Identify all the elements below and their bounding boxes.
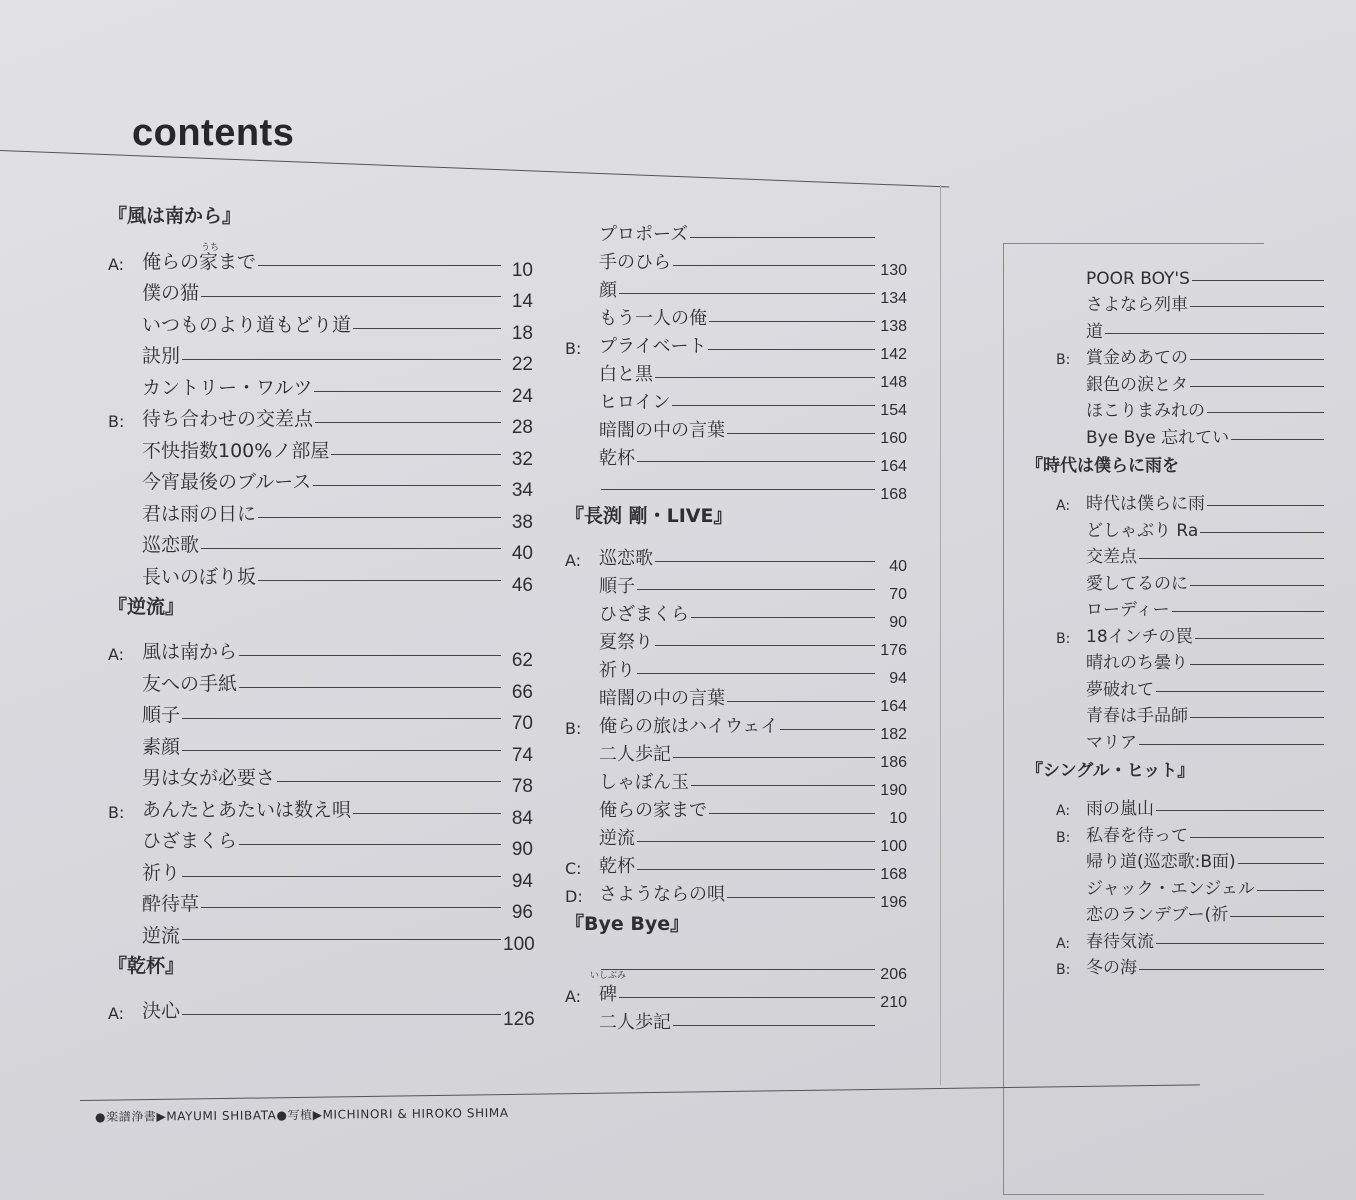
leader-line	[1172, 611, 1324, 612]
song-title: もう一人の俺	[599, 308, 707, 329]
leader-line	[637, 673, 875, 674]
leader-line	[258, 580, 501, 581]
song-title: 青春は手品師	[1086, 706, 1188, 726]
toc-entry	[1056, 395, 1356, 422]
toc-entry	[565, 302, 907, 335]
page-number: 24	[511, 385, 533, 407]
leader-line	[182, 359, 501, 360]
leader-line	[1257, 890, 1324, 891]
side-label: B:	[565, 339, 582, 358]
leader-line	[637, 869, 875, 870]
song-title: 逆流	[599, 828, 635, 849]
leader-line	[727, 701, 875, 702]
leader-line	[201, 907, 501, 908]
side-label: A:	[1056, 935, 1071, 952]
toc-entry	[565, 710, 907, 743]
toc-column-middle	[565, 218, 907, 1034]
toc-entry	[565, 682, 907, 715]
toc-entry	[108, 337, 533, 375]
toc-entry	[1056, 846, 1356, 873]
leader-line	[1207, 412, 1324, 413]
page-number: 168	[880, 486, 907, 503]
toc-entry	[108, 853, 533, 892]
song-title: 乾杯	[599, 856, 635, 877]
leader-line	[353, 813, 501, 814]
page-number: 22	[511, 354, 533, 375]
leader-line	[1105, 333, 1324, 334]
leader-line	[1192, 280, 1324, 281]
toc-entry	[108, 274, 533, 312]
page-number: 96	[511, 902, 533, 923]
song-title: 僕の猫	[142, 282, 200, 304]
leader-line	[201, 296, 501, 297]
leader-line	[1139, 744, 1324, 745]
leader-line	[331, 454, 501, 455]
toc-entry	[108, 696, 533, 734]
leader-line	[1231, 439, 1324, 440]
page-number: 182	[880, 726, 907, 743]
page-number: 138	[880, 318, 907, 335]
leader-line	[239, 655, 501, 656]
leader-line	[1190, 664, 1324, 665]
leader-line	[709, 813, 875, 814]
leader-line	[315, 422, 501, 423]
page-number: 134	[880, 290, 907, 307]
side-label: B:	[1056, 352, 1071, 368]
leader-line	[727, 897, 875, 898]
page-gutter	[940, 185, 961, 1085]
toc-entry	[1056, 262, 1356, 289]
toc-entry	[565, 470, 907, 503]
song-title: 賞金めあての	[1086, 348, 1188, 368]
page-number: 164	[880, 458, 907, 475]
toc-entry	[565, 274, 907, 307]
page-number: 46	[511, 574, 533, 596]
toc-entry	[108, 759, 533, 797]
song-title: 祈り	[142, 861, 181, 884]
album-heading: 『風は南から』	[108, 205, 242, 227]
page-number: 176	[880, 642, 907, 659]
toc-entry	[1056, 541, 1356, 568]
leader-line	[655, 561, 875, 562]
leader-line	[673, 1025, 875, 1026]
toc-entry	[1056, 342, 1356, 369]
toc-entry	[1056, 567, 1356, 594]
side-label: B:	[1056, 829, 1071, 846]
toc-column-left	[108, 198, 535, 1030]
toc-entry	[108, 242, 533, 281]
song-title: 君は雨の日に	[142, 502, 257, 525]
page-number: 154	[880, 402, 907, 419]
page-number: 94	[889, 670, 907, 687]
page-number: 70	[889, 586, 907, 603]
toc-entry	[108, 431, 533, 470]
leader-line	[1230, 916, 1324, 917]
leader-line	[258, 265, 501, 266]
side-label: A:	[108, 1004, 125, 1023]
song-title: 二人歩記	[599, 744, 671, 765]
page-number: 186	[880, 754, 907, 771]
page-number: 40	[889, 558, 907, 575]
page-number: 70	[511, 713, 533, 734]
leader-line	[637, 589, 875, 590]
leader-line	[673, 757, 875, 758]
album-heading: 『シングル・ヒット』	[1026, 760, 1195, 781]
toc-entry	[108, 992, 535, 1030]
page-number: 34	[511, 480, 533, 501]
song-title: 酔待草	[142, 893, 200, 915]
page-number: 210	[880, 994, 907, 1011]
leader-line	[673, 265, 875, 266]
song-title: 順子	[599, 576, 635, 597]
page-number: 100	[880, 838, 907, 855]
toc-entry	[108, 463, 533, 501]
song-title: 俺らの家まで	[142, 250, 257, 273]
page-number: 196	[880, 894, 907, 911]
toc-entry	[565, 626, 907, 659]
song-title: ローディー	[1086, 600, 1170, 620]
song-title: 今宵最後のブルース	[142, 471, 312, 493]
page-number: 164	[880, 698, 907, 715]
toc-entry	[1056, 647, 1356, 674]
leader-line	[313, 485, 501, 486]
song-title: ひざまくら	[599, 604, 689, 625]
song-title: 帰り道(巡恋歌:B面)	[1086, 852, 1236, 872]
toc-entry	[1056, 421, 1356, 448]
toc-entry	[565, 442, 907, 475]
toc-entry	[565, 570, 907, 603]
song-title: 晴れのち曇り	[1086, 653, 1188, 673]
toc-entry	[565, 246, 907, 279]
song-title: 男は女が必要さ	[142, 767, 276, 789]
song-title: 銀色の涙とタ	[1086, 374, 1188, 395]
song-title: マリア	[1086, 732, 1137, 753]
song-title: さよなら列車	[1086, 295, 1188, 315]
leader-line	[619, 997, 875, 998]
toc-entry	[565, 542, 907, 575]
leader-line	[672, 405, 875, 406]
toc-column-right	[1026, 262, 1356, 978]
toc-entry	[1056, 952, 1356, 979]
leader-line	[637, 461, 875, 462]
leader-line	[182, 1014, 501, 1015]
leader-line	[708, 349, 875, 350]
toc-entry	[1056, 726, 1356, 753]
song-title: 暗闇の中の言葉	[599, 688, 725, 709]
leader-line	[1190, 386, 1324, 387]
song-title: 夏祭り	[599, 632, 653, 653]
toc-entry	[108, 633, 533, 671]
toc-entry	[565, 358, 907, 391]
leader-line	[691, 617, 875, 618]
page-number: 78	[511, 776, 533, 797]
leader-line	[1156, 943, 1324, 944]
song-title: 俺らの旅はハイウェイ	[599, 716, 779, 737]
toc-entry	[1056, 872, 1356, 899]
toc-entry	[1056, 673, 1356, 700]
leader-line	[1190, 306, 1324, 307]
song-title: あんたとあたいは数え唄	[142, 798, 352, 821]
song-title: しゃぼん玉	[599, 772, 689, 793]
song-title: 恋のランデブー(祈	[1086, 905, 1229, 925]
toc-entry	[108, 727, 533, 766]
page-number: 28	[511, 417, 533, 438]
toc-entry	[1056, 620, 1356, 647]
toc-entry	[1056, 315, 1356, 342]
song-title: 待ち合わせの交差点	[142, 408, 314, 430]
leader-line	[277, 781, 501, 782]
page-number: 206	[880, 966, 907, 983]
page-number: 142	[880, 346, 907, 363]
song-title: 友への手紙	[142, 672, 238, 695]
side-label: B:	[108, 802, 125, 822]
leader-line	[1156, 691, 1324, 692]
song-title: いつものより道もどり道	[142, 313, 352, 336]
leader-line	[182, 876, 501, 877]
leader-line	[1139, 969, 1324, 970]
leader-line	[1190, 585, 1324, 586]
song-title: 時代は僕らに雨	[1086, 494, 1205, 514]
song-title: さようならの唄	[599, 884, 725, 905]
page-number: 94	[511, 870, 533, 892]
leader-line	[258, 517, 501, 518]
song-title: 素顔	[142, 735, 181, 758]
page-number: 40	[511, 543, 533, 564]
toc-entry	[108, 916, 535, 955]
toc-entry	[108, 664, 533, 703]
toc-entry	[1056, 793, 1356, 820]
album-heading: 『Bye Bye』	[565, 913, 690, 935]
page-number: 10	[511, 259, 533, 281]
furigana-reading: いしぶみ	[590, 971, 627, 981]
side-label: A:	[1056, 498, 1071, 514]
page-number: 66	[511, 681, 533, 703]
song-title: 訣別	[142, 345, 181, 367]
song-title: 順子	[142, 704, 181, 726]
leader-line	[1207, 505, 1324, 506]
song-title: プライベート	[599, 336, 707, 357]
leader-line	[1139, 558, 1324, 559]
leader-line	[239, 844, 501, 845]
side-label: C:	[565, 859, 582, 878]
toc-entry	[108, 305, 533, 344]
song-title: 道	[1086, 321, 1103, 342]
toc-entry	[565, 414, 907, 447]
leader-line	[1195, 638, 1324, 639]
toc-entry	[108, 557, 533, 596]
header-rule	[0, 150, 949, 187]
page-number: 126	[503, 1009, 535, 1030]
toc-entry	[565, 1006, 907, 1034]
song-title: 逆流	[142, 924, 181, 947]
song-title: カントリー・ワルツ	[142, 376, 313, 399]
song-title: 手のひら	[599, 252, 671, 273]
side-label: B:	[108, 412, 125, 431]
page-number: 160	[880, 430, 907, 447]
song-title: ジャック・エンジェル	[1086, 878, 1255, 899]
leader-line	[201, 548, 501, 549]
song-title: 不快指数100%ノ部屋	[142, 439, 330, 462]
leader-line	[655, 377, 875, 378]
leader-line	[1190, 359, 1324, 360]
side-label: A:	[565, 987, 582, 1006]
page-number: 90	[511, 839, 533, 860]
song-title: 愛してるのに	[1086, 573, 1188, 594]
toc-entry	[565, 850, 907, 883]
toc-entry	[565, 386, 907, 419]
page-number: 100	[503, 933, 535, 955]
song-title: 暗闇の中の言葉	[599, 420, 725, 441]
leader-line	[1190, 717, 1324, 718]
leader-line	[1200, 532, 1324, 533]
song-title: 俺らの家まで	[599, 800, 707, 821]
toc-entry	[565, 822, 907, 855]
toc-entry	[1056, 488, 1356, 515]
album-heading: 『長渕 剛・LIVE』	[565, 505, 733, 527]
leader-line	[709, 321, 875, 322]
toc-entry	[1056, 925, 1356, 952]
side-label: A:	[108, 254, 125, 274]
album-heading: 『逆流』	[108, 595, 185, 618]
song-title: 巡恋歌	[599, 548, 653, 569]
leader-line	[239, 687, 501, 688]
song-title: 二人歩記	[599, 1012, 671, 1033]
page-title: contents	[132, 112, 295, 154]
page-number: 84	[511, 807, 533, 829]
song-title: 私春を待って	[1086, 825, 1188, 846]
page-number: 32	[511, 448, 533, 470]
song-title: POOR BOY'S	[1086, 268, 1190, 289]
album-heading: 『時代は僕らに雨を	[1026, 455, 1179, 476]
song-title: 長いのぼり坂	[142, 565, 257, 588]
side-label: B:	[1056, 630, 1071, 647]
album-heading: 『乾杯』	[108, 954, 185, 977]
toc-entry	[108, 494, 533, 533]
page-number: 90	[889, 614, 907, 631]
toc-entry	[1056, 514, 1356, 541]
page-number: 148	[880, 374, 907, 391]
song-title: 決心	[142, 1000, 181, 1022]
song-title: 夢破れて	[1086, 679, 1154, 700]
toc-entry	[1056, 899, 1356, 926]
song-title: プロポーズ	[599, 224, 689, 245]
toc-entry	[108, 368, 533, 407]
side-label: B:	[1056, 962, 1071, 978]
page-number: 14	[511, 291, 533, 312]
leader-line	[182, 750, 501, 751]
page-number: 38	[511, 511, 533, 533]
song-title: 顔	[599, 280, 617, 301]
song-title: 風は南から	[142, 641, 238, 663]
toc-entry	[108, 885, 533, 923]
toc-entry	[565, 598, 907, 631]
song-title: 乾杯	[599, 448, 635, 469]
song-title: 白と黒	[599, 364, 653, 385]
credits-footer: ●楽譜浄書▶MAYUMI SHIBATA●写植▶MICHINORI & HIROKO SHIMA	[94, 1105, 509, 1125]
page-number: 130	[880, 262, 907, 279]
toc-entry	[565, 654, 907, 687]
toc-entry	[565, 794, 907, 827]
toc-entry	[1056, 819, 1356, 846]
page-number: 62	[511, 650, 533, 671]
toc-entry	[1056, 289, 1356, 316]
toc-entry	[108, 400, 533, 438]
song-title: ほこりまみれの	[1086, 401, 1205, 421]
toc-entry	[565, 330, 907, 363]
leader-line	[314, 391, 501, 392]
song-title: 巡恋歌	[142, 534, 200, 556]
side-label: A:	[1056, 803, 1071, 819]
leader-line	[601, 969, 875, 970]
song-title: Bye Bye 忘れてい	[1086, 427, 1230, 448]
toc-entry	[1056, 594, 1356, 621]
side-label: D:	[565, 887, 583, 906]
toc-entry	[565, 766, 907, 799]
toc-entry	[1056, 368, 1356, 395]
page-number: 18	[511, 322, 533, 344]
page-number: 10	[889, 810, 907, 827]
page-number: 190	[880, 782, 907, 799]
leader-line	[691, 785, 875, 786]
leader-line	[182, 718, 501, 719]
side-label: B:	[565, 719, 582, 738]
leader-line	[1190, 837, 1324, 838]
toc-entry	[108, 526, 533, 564]
song-title: ヒロイン	[599, 392, 671, 413]
leader-line	[182, 939, 501, 940]
furigana-reading: うち	[201, 243, 220, 253]
toc-entry	[565, 738, 907, 771]
song-title: どしゃぶり Ra	[1086, 520, 1199, 541]
song-title: 18インチの罠	[1086, 626, 1193, 647]
song-title: 交差点	[1086, 547, 1137, 567]
song-title: 碑	[599, 984, 617, 1005]
leader-line	[619, 293, 875, 294]
leader-line	[780, 729, 875, 730]
leader-line	[727, 433, 875, 434]
leader-line	[1156, 810, 1324, 811]
toc-entry	[1056, 700, 1356, 727]
song-title: 冬の海	[1086, 958, 1137, 978]
leader-line	[637, 841, 875, 842]
toc-entry	[108, 822, 533, 860]
leader-line	[690, 237, 875, 238]
song-title: 春待気流	[1086, 931, 1154, 952]
toc-entry	[565, 218, 907, 246]
side-label: A:	[108, 645, 125, 664]
leader-line	[353, 328, 501, 329]
page-number: 74	[511, 744, 533, 766]
song-title: ひざまくら	[142, 830, 238, 852]
song-title: 雨の嵐山	[1086, 799, 1154, 819]
leader-line	[1238, 863, 1324, 864]
side-label: A:	[565, 551, 582, 570]
toc-entry	[565, 878, 907, 911]
toc-entry	[108, 790, 533, 829]
leader-line	[601, 489, 875, 490]
song-title: 祈り	[599, 660, 635, 681]
leader-line	[655, 645, 875, 646]
page-number: 168	[880, 866, 907, 883]
